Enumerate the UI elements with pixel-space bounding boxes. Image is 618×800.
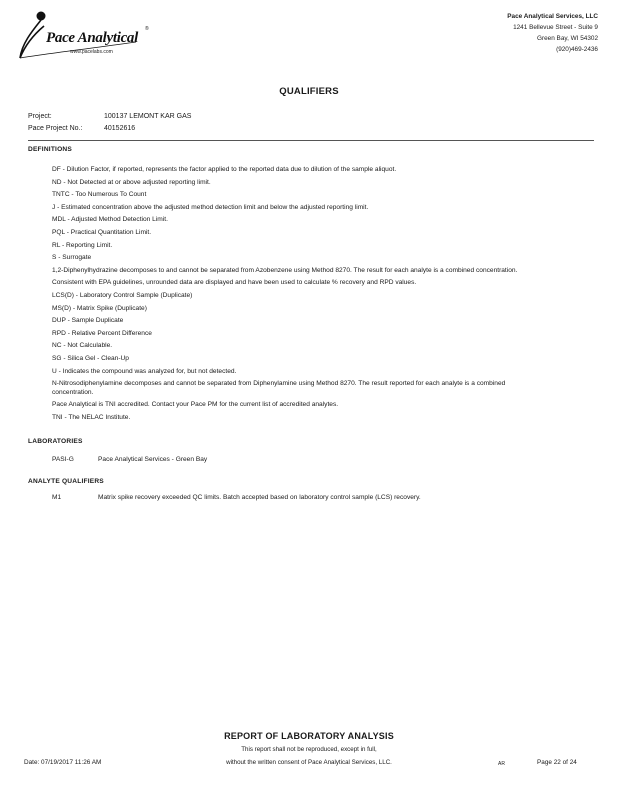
company-address	[507, 11, 598, 55]
pace-project-label: Pace Project No.:	[28, 125, 83, 132]
definitions-list	[52, 166, 522, 422]
definition-item: RL - Reporting Limit.	[52, 241, 113, 249]
definition-item: DF - Dilution Factor, if reported, represents the factor applied to the reported data due to dilution of the sample aliquot.	[52, 166, 397, 173]
logo-url: www.pacelabs.com	[70, 49, 113, 55]
definition-item: Consistent with EPA guidelines, unrounded data are displayed and have been used to calculate % recovery and RPD values.	[52, 279, 417, 287]
definition-item: ND - Not Detected at or above adjusted reporting limit.	[52, 178, 211, 186]
definition-item: MS(D) - Matrix Spike (Duplicate)	[52, 304, 147, 312]
laboratories-heading: LABORATORIES	[28, 438, 83, 445]
ar-mark: AR	[498, 761, 505, 767]
definition-item: J - Estimated concentration above the adjusted method detection limit and below the adjusted reporting limit.	[52, 203, 369, 211]
project-value: 100137 LEMONT KAR GAS	[104, 113, 192, 120]
qualifier-code: M1	[52, 494, 62, 501]
logo-wordmark: Pace Analytical	[46, 30, 139, 46]
divider	[28, 140, 594, 141]
reproduction-notice: This report shall not be reproduced, except in full,	[241, 746, 377, 753]
company-street: 1241 Bellevue Street - Suite 9	[513, 24, 598, 31]
company-city: Green Bay, WI 54302	[537, 35, 598, 42]
definition-item: S - Surrogate	[52, 254, 92, 262]
definition-item: NC - Not Calculable.	[52, 342, 113, 350]
logo-trademark: ®	[145, 26, 149, 32]
pace-project-value: 40152616	[104, 125, 136, 132]
report-date: Date: 07/19/2017 11:26 AM	[24, 759, 102, 766]
company-name: Pace Analytical Services, LLC	[507, 13, 598, 20]
definition-item: U - Indicates the compound was analyzed for, but not detected.	[52, 367, 237, 375]
company-phone: (920)469-2436	[556, 46, 598, 53]
definition-item: DUP - Sample Duplicate	[52, 317, 124, 325]
definition-item: RPD - Relative Percent Difference	[52, 329, 152, 337]
definition-item: TNI - The NELAC Institute.	[52, 413, 131, 421]
lab-code: PASI-G	[52, 456, 74, 463]
definition-item: TNTC - Too Numerous To Count	[52, 191, 147, 199]
analyte-qualifiers-heading: ANALYTE QUALIFIERS	[28, 478, 104, 485]
definition-item: MDL - Adjusted Method Detection Limit.	[52, 216, 168, 224]
definition-item: LCS(D) - Laboratory Control Sample (Duplicate)	[52, 291, 193, 299]
consent-notice: without the written consent of Pace Analytical Services, LLC.	[226, 759, 392, 766]
company-logo	[18, 8, 168, 64]
definition-item: 1,2-Diphenylhydrazine decomposes to and cannot be separated from Azobenzene using Method 8270. The result for each analyte is a combined concentration.	[52, 266, 518, 274]
definition-item: PQL - Practical Quantitation Limit.	[52, 228, 152, 236]
definition-item: Pace Analytical is TNI accredited. Contact your Pace PM for the current list of accredited analytes.	[52, 401, 339, 409]
page-number: Page 22 of 24	[537, 759, 577, 766]
report-footer-title: REPORT OF LABORATORY ANALYSIS	[224, 731, 394, 741]
definition-item: N-Nitrosodiphenylamine decomposes and cannot be separated from Diphenylamine using Method 8270. The result reported for each analyte is a combined concentration.	[52, 380, 506, 396]
lab-name: Pace Analytical Services - Green Bay	[98, 456, 208, 463]
project-label: Project:	[28, 113, 52, 120]
qualifier-description: Matrix spike recovery exceeded QC limits. Batch accepted based on laboratory control sample (LCS) recovery.	[98, 494, 421, 501]
definitions-heading: DEFINITIONS	[28, 146, 72, 153]
page-title: QUALIFIERS	[279, 86, 339, 97]
definition-item: SG - Silica Gel - Clean-Up	[52, 354, 129, 362]
